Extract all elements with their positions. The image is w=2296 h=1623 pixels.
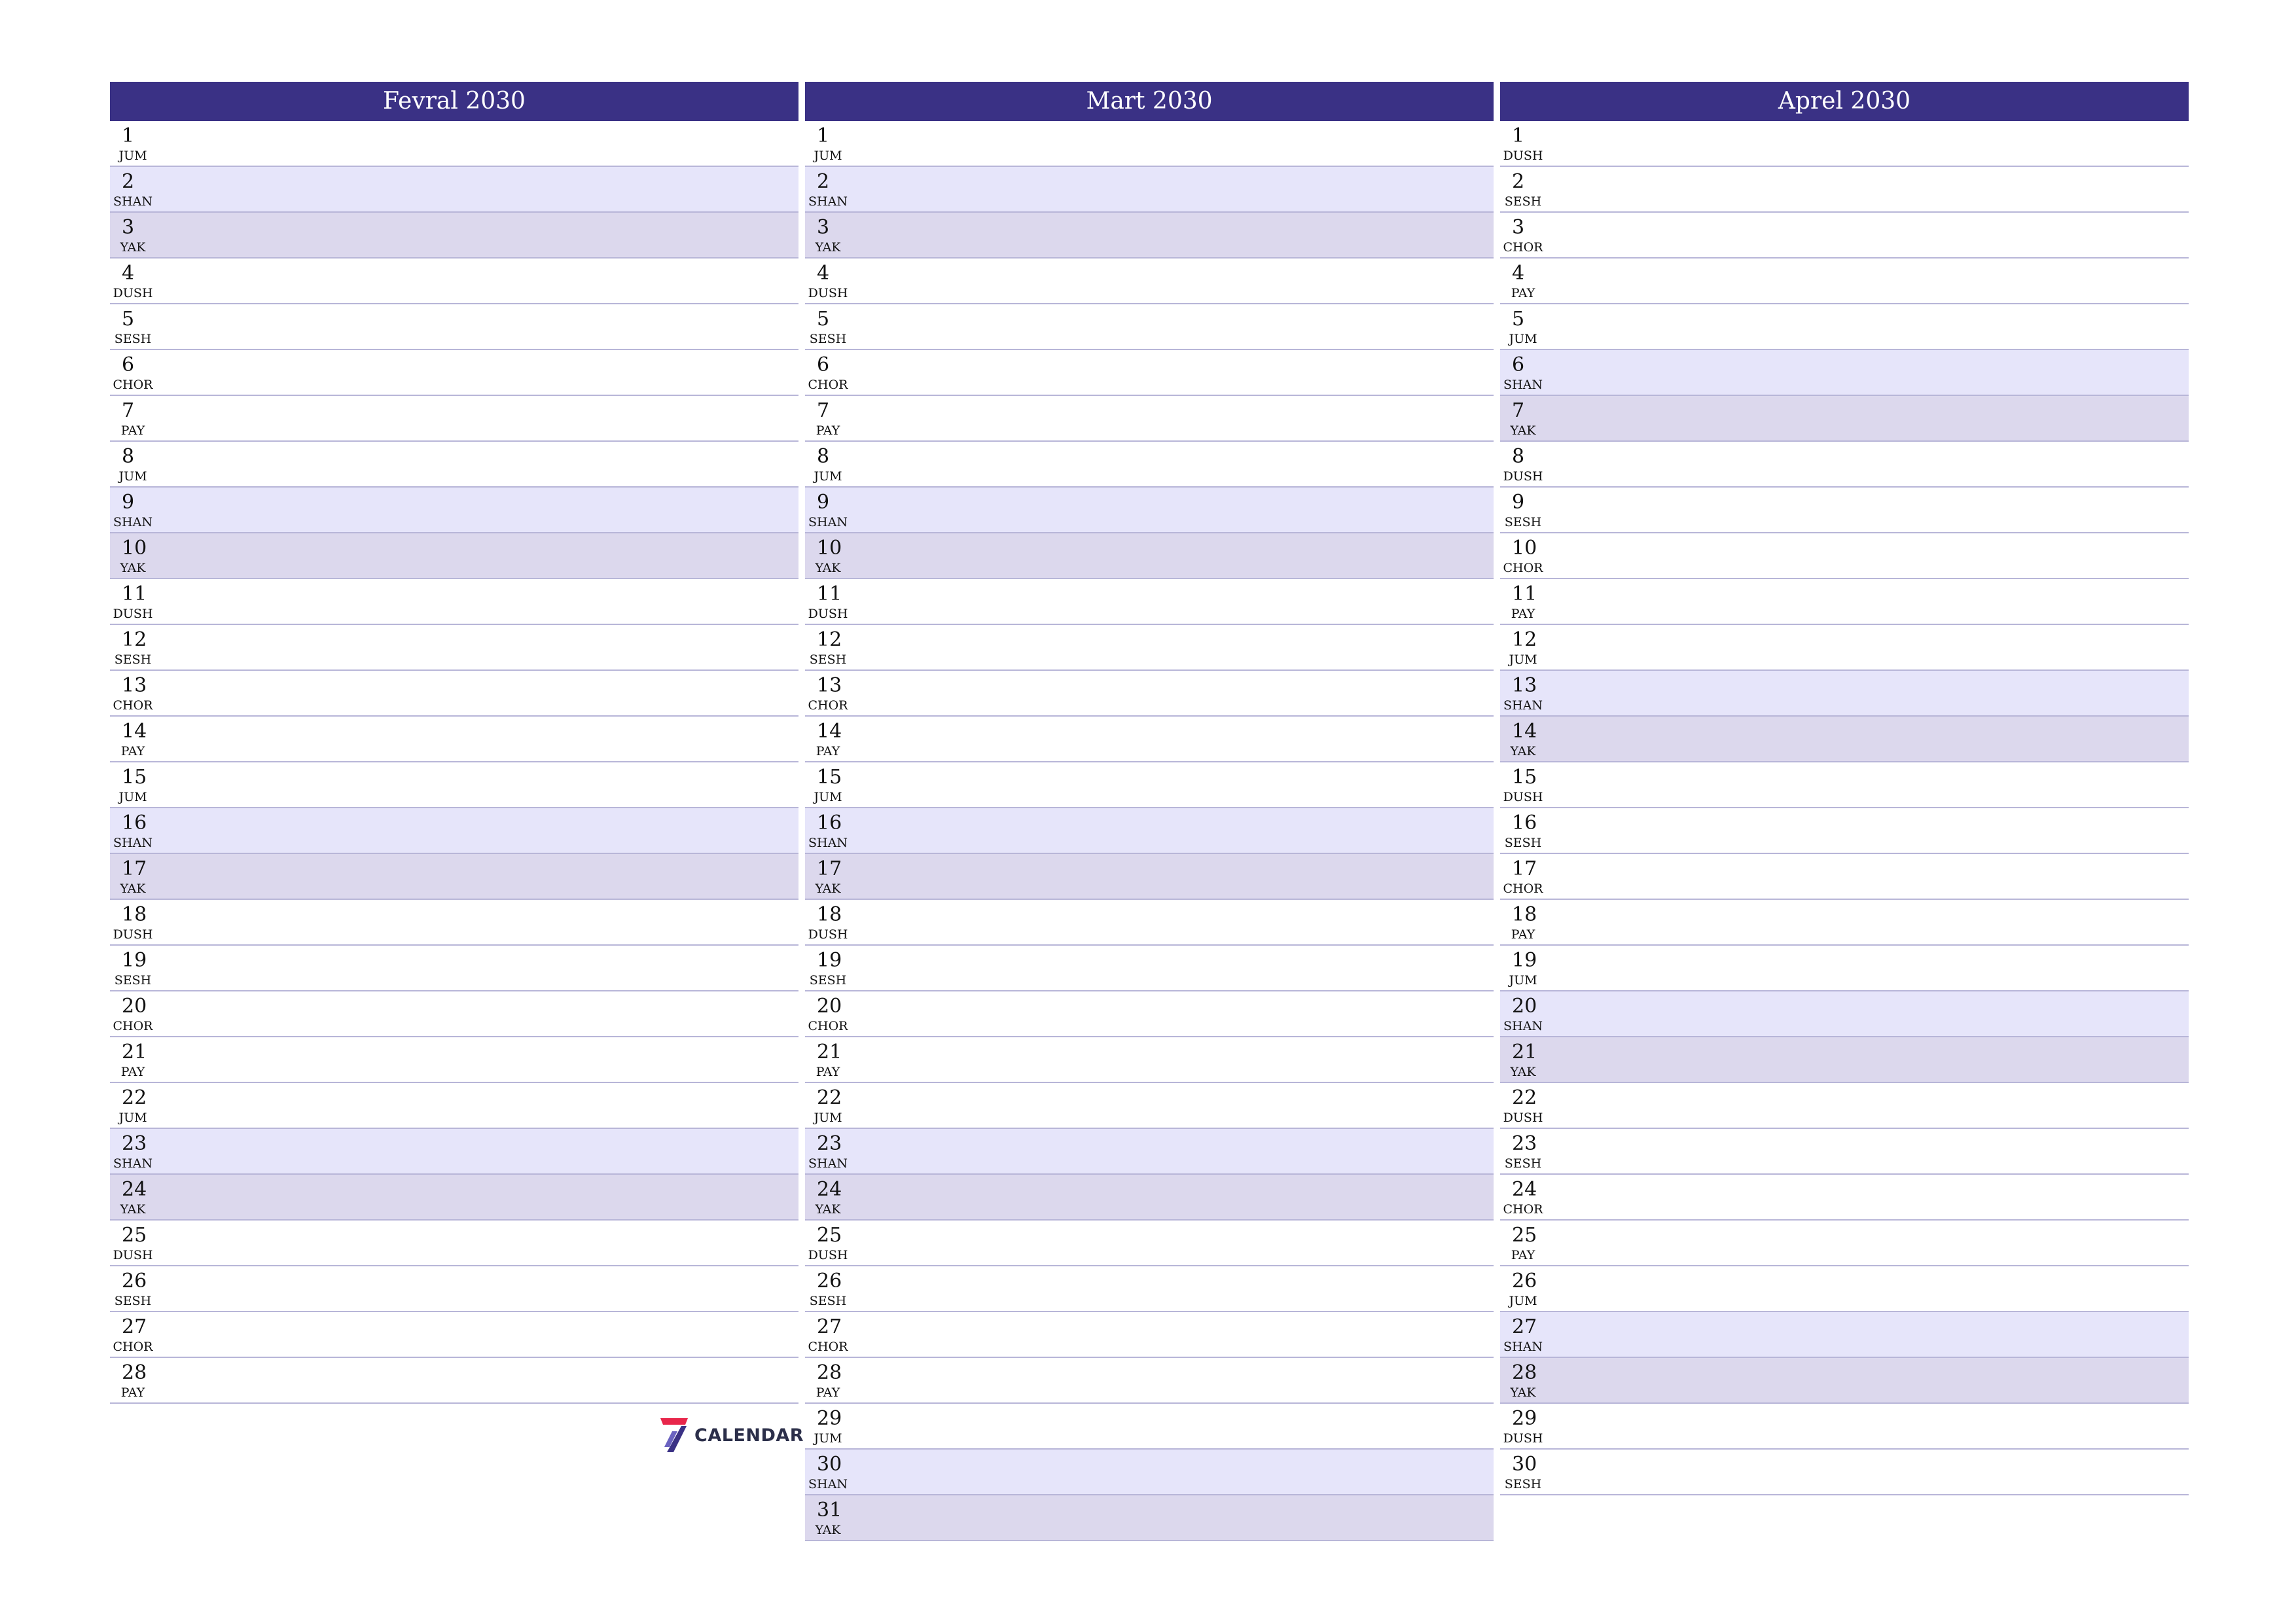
- weekday-label: SESH: [809, 652, 847, 667]
- day-row[interactable]: [110, 1358, 798, 1404]
- weekday-label: SESH: [809, 332, 847, 346]
- day-row[interactable]: [805, 1129, 1494, 1175]
- day-row[interactable]: [110, 625, 798, 671]
- day-number: 9: [817, 491, 830, 514]
- day-number: 26: [1512, 1270, 1537, 1293]
- weekday-label: SHAN: [1503, 1019, 1543, 1033]
- day-list: [1500, 121, 2189, 1495]
- weekday-label: SESH: [114, 973, 152, 988]
- weekday-label: YAK: [815, 1523, 841, 1537]
- day-number: 26: [122, 1270, 147, 1293]
- day-number: 12: [817, 628, 842, 651]
- weekday-label: JUM: [814, 1111, 842, 1125]
- weekday-label: JUM: [814, 469, 842, 484]
- day-number: 24: [122, 1178, 147, 1201]
- weekday-label: SHAN: [113, 515, 152, 529]
- day-row[interactable]: [805, 121, 1494, 167]
- weekday-label: PAY: [816, 1385, 840, 1400]
- day-row[interactable]: [110, 396, 798, 442]
- weekday-label: JUM: [1509, 332, 1537, 346]
- weekday-label: PAY: [120, 1385, 145, 1400]
- day-row[interactable]: [805, 1450, 1494, 1495]
- day-number: 5: [122, 308, 135, 330]
- day-number: 8: [122, 445, 135, 468]
- weekday-label: DUSH: [1503, 790, 1543, 804]
- day-number: 20: [1512, 995, 1537, 1018]
- weekday-label: YAK: [120, 561, 146, 575]
- day-row[interactable]: [805, 717, 1494, 762]
- day-row[interactable]: [1500, 121, 2189, 167]
- day-number: 28: [817, 1361, 842, 1384]
- day-row[interactable]: [1500, 259, 2189, 304]
- day-number: 13: [817, 674, 842, 697]
- weekday-label: SHAN: [113, 1156, 152, 1171]
- day-number: 16: [817, 812, 842, 834]
- day-number: 3: [1512, 216, 1525, 239]
- day-row[interactable]: [110, 350, 798, 396]
- day-number: 11: [122, 582, 147, 605]
- day-row[interactable]: [110, 488, 798, 533]
- day-list: [110, 121, 798, 1404]
- day-number: 29: [817, 1407, 842, 1430]
- day-row[interactable]: [110, 442, 798, 488]
- day-number: 2: [1512, 170, 1525, 193]
- day-row[interactable]: [1500, 1312, 2189, 1358]
- weekday-label: DUSH: [113, 286, 153, 300]
- day-number: 24: [1512, 1178, 1537, 1201]
- day-number: 20: [817, 995, 842, 1018]
- day-row[interactable]: [1500, 442, 2189, 488]
- day-number: 22: [817, 1086, 842, 1109]
- day-number: 19: [1512, 949, 1537, 972]
- day-row[interactable]: [1500, 991, 2189, 1037]
- day-number: 15: [1512, 766, 1537, 789]
- weekday-label: PAY: [816, 423, 840, 438]
- day-row[interactable]: [110, 533, 798, 579]
- day-number: 21: [1512, 1041, 1537, 1063]
- day-row[interactable]: [1500, 213, 2189, 259]
- month-column-february: [110, 82, 798, 1404]
- day-row[interactable]: [1500, 854, 2189, 900]
- day-row[interactable]: [1500, 304, 2189, 350]
- weekday-label: YAK: [815, 240, 841, 255]
- day-number: 13: [1512, 674, 1537, 697]
- day-number: 2: [817, 170, 830, 193]
- day-number: 16: [1512, 812, 1537, 834]
- day-row[interactable]: [110, 1037, 798, 1083]
- month-column-march: [805, 82, 1494, 1541]
- day-row[interactable]: [1500, 396, 2189, 442]
- weekday-label: DUSH: [1503, 1111, 1543, 1125]
- day-number: 6: [122, 353, 135, 376]
- weekday-label: DUSH: [1503, 1431, 1543, 1446]
- day-number: 4: [122, 262, 135, 285]
- day-row[interactable]: [1500, 1404, 2189, 1450]
- weekday-label: PAY: [120, 423, 145, 438]
- day-row[interactable]: [805, 533, 1494, 579]
- day-row[interactable]: [1500, 762, 2189, 808]
- weekday-label: JUM: [1509, 973, 1537, 988]
- weekday-label: CHOR: [113, 378, 153, 392]
- day-number: 1: [817, 124, 830, 147]
- day-number: 8: [1512, 445, 1525, 468]
- weekday-label: CHOR: [113, 1019, 153, 1033]
- weekday-label: SESH: [1504, 194, 1542, 209]
- day-row[interactable]: [110, 1312, 798, 1358]
- day-row[interactable]: [805, 671, 1494, 717]
- day-row[interactable]: [805, 991, 1494, 1037]
- weekday-label: SHAN: [808, 1477, 848, 1491]
- day-number: 23: [122, 1132, 147, 1155]
- weekday-label: YAK: [815, 561, 841, 575]
- day-row[interactable]: [1500, 1037, 2189, 1083]
- day-number: 30: [1512, 1453, 1537, 1476]
- day-row[interactable]: [110, 671, 798, 717]
- day-number: 22: [1512, 1086, 1537, 1109]
- weekday-label: DUSH: [1503, 149, 1543, 163]
- day-row[interactable]: [110, 1129, 798, 1175]
- day-number: 26: [817, 1270, 842, 1293]
- day-number: 14: [1512, 720, 1537, 743]
- day-number: 18: [817, 903, 842, 926]
- weekday-label: CHOR: [1503, 240, 1543, 255]
- day-row[interactable]: [1500, 808, 2189, 854]
- day-row[interactable]: [110, 1221, 798, 1266]
- weekday-label: CHOR: [808, 1019, 848, 1033]
- weekday-label: YAK: [815, 882, 841, 896]
- weekday-label: JUM: [814, 149, 842, 163]
- day-row[interactable]: [805, 579, 1494, 625]
- day-row[interactable]: [1500, 350, 2189, 396]
- weekday-label: JUM: [1509, 652, 1537, 667]
- day-row[interactable]: [110, 762, 798, 808]
- day-number: 12: [122, 628, 147, 651]
- day-number: 12: [1512, 628, 1537, 651]
- day-number: 21: [122, 1041, 147, 1063]
- day-row[interactable]: [805, 1266, 1494, 1312]
- day-row[interactable]: [1500, 1358, 2189, 1404]
- weekday-label: YAK: [815, 1202, 841, 1217]
- day-number: 15: [817, 766, 842, 789]
- day-row[interactable]: [110, 579, 798, 625]
- day-number: 22: [122, 1086, 147, 1109]
- day-number: 28: [1512, 1361, 1537, 1384]
- day-row[interactable]: [805, 1495, 1494, 1541]
- day-row[interactable]: [805, 946, 1494, 991]
- day-row[interactable]: [110, 1175, 798, 1221]
- month-title: Aprel 2030: [1500, 82, 2189, 121]
- day-row[interactable]: [1500, 488, 2189, 533]
- day-row[interactable]: [1500, 900, 2189, 946]
- weekday-label: CHOR: [113, 1340, 153, 1354]
- day-row[interactable]: [1500, 1175, 2189, 1221]
- day-number: 5: [817, 308, 830, 330]
- day-row[interactable]: [110, 304, 798, 350]
- day-number: 4: [1512, 262, 1525, 285]
- day-number: 11: [817, 582, 842, 605]
- weekday-label: CHOR: [1503, 1202, 1543, 1217]
- day-number: 4: [817, 262, 830, 285]
- weekday-label: SHAN: [808, 194, 848, 209]
- weekday-label: YAK: [1510, 1065, 1536, 1079]
- day-number: 7: [122, 399, 135, 422]
- weekday-label: PAY: [120, 744, 145, 758]
- weekday-label: JUM: [118, 149, 147, 163]
- weekday-label: DUSH: [113, 607, 153, 621]
- weekday-label: YAK: [1510, 423, 1536, 438]
- day-number: 7: [817, 399, 830, 422]
- weekday-label: CHOR: [1503, 561, 1543, 575]
- weekday-label: SESH: [1504, 515, 1542, 529]
- day-row[interactable]: [805, 259, 1494, 304]
- day-row[interactable]: [805, 488, 1494, 533]
- weekday-label: SESH: [1504, 836, 1542, 850]
- day-row[interactable]: [110, 854, 798, 900]
- day-row[interactable]: [1500, 717, 2189, 762]
- weekday-label: PAY: [1511, 607, 1535, 621]
- day-row[interactable]: [1500, 1266, 2189, 1312]
- day-number: 19: [817, 949, 842, 972]
- day-row[interactable]: [110, 717, 798, 762]
- weekday-label: PAY: [816, 744, 840, 758]
- day-row[interactable]: [805, 350, 1494, 396]
- day-row[interactable]: [805, 625, 1494, 671]
- day-number: 10: [1512, 537, 1537, 560]
- weekday-label: PAY: [816, 1065, 840, 1079]
- day-row[interactable]: [110, 1083, 798, 1129]
- day-number: 10: [122, 537, 147, 560]
- day-row[interactable]: [110, 991, 798, 1037]
- day-number: 30: [817, 1453, 842, 1476]
- day-row[interactable]: [1500, 1221, 2189, 1266]
- weekday-label: DUSH: [113, 927, 153, 942]
- weekday-label: PAY: [120, 1065, 145, 1079]
- weekday-label: DUSH: [808, 927, 848, 942]
- weekday-label: DUSH: [808, 286, 848, 300]
- day-row[interactable]: [805, 854, 1494, 900]
- weekday-label: YAK: [120, 1202, 146, 1217]
- day-row[interactable]: [805, 1312, 1494, 1358]
- weekday-label: YAK: [120, 882, 146, 896]
- day-number: 9: [122, 491, 135, 514]
- weekday-label: SHAN: [808, 1156, 848, 1171]
- weekday-label: PAY: [1511, 286, 1535, 300]
- weekday-label: DUSH: [808, 607, 848, 621]
- day-number: 25: [122, 1224, 147, 1247]
- day-row[interactable]: [1500, 1450, 2189, 1495]
- day-number: 18: [122, 903, 147, 926]
- day-number: 10: [817, 537, 842, 560]
- day-row[interactable]: [110, 1266, 798, 1312]
- day-number: 24: [817, 1178, 842, 1201]
- day-number: 14: [817, 720, 842, 743]
- logo-text: CALENDAR: [694, 1425, 804, 1446]
- day-row[interactable]: [805, 1358, 1494, 1404]
- day-number: 23: [1512, 1132, 1537, 1155]
- day-number: 21: [817, 1041, 842, 1063]
- day-row[interactable]: [805, 1175, 1494, 1221]
- day-number: 8: [817, 445, 830, 468]
- day-number: 11: [1512, 582, 1537, 605]
- day-row[interactable]: [805, 396, 1494, 442]
- day-row[interactable]: [110, 121, 798, 167]
- weekday-label: YAK: [120, 240, 146, 255]
- day-row[interactable]: [1500, 1129, 2189, 1175]
- day-row[interactable]: [805, 213, 1494, 259]
- day-row[interactable]: [805, 900, 1494, 946]
- day-number: 20: [122, 995, 147, 1018]
- month-title: Mart 2030: [805, 82, 1494, 121]
- day-number: 23: [817, 1132, 842, 1155]
- weekday-label: SHAN: [113, 194, 152, 209]
- day-row[interactable]: [1500, 167, 2189, 213]
- day-row[interactable]: [805, 1037, 1494, 1083]
- weekday-label: DUSH: [113, 1248, 153, 1262]
- weekday-label: YAK: [1510, 1385, 1536, 1400]
- day-row[interactable]: [110, 167, 798, 213]
- month-title: Fevral 2030: [110, 82, 798, 121]
- weekday-label: DUSH: [1503, 469, 1543, 484]
- day-number: 25: [1512, 1224, 1537, 1247]
- weekday-label: SHAN: [808, 515, 848, 529]
- weekday-label: JUM: [118, 790, 147, 804]
- day-number: 27: [1512, 1315, 1537, 1338]
- weekday-label: SHAN: [1503, 1340, 1543, 1354]
- day-number: 1: [1512, 124, 1525, 147]
- day-row[interactable]: [805, 167, 1494, 213]
- day-row[interactable]: [1500, 625, 2189, 671]
- day-row[interactable]: [805, 1404, 1494, 1450]
- day-number: 2: [122, 170, 135, 193]
- brand-logo[interactable]: [658, 1417, 804, 1454]
- weekday-label: JUM: [814, 790, 842, 804]
- weekday-label: SESH: [1504, 1156, 1542, 1171]
- weekday-label: JUM: [118, 1111, 147, 1125]
- weekday-label: CHOR: [808, 1340, 848, 1354]
- day-number: 14: [122, 720, 147, 743]
- weekday-label: CHOR: [808, 698, 848, 713]
- day-number: 18: [1512, 903, 1537, 926]
- day-row[interactable]: [805, 808, 1494, 854]
- weekday-label: SHAN: [113, 836, 152, 850]
- day-row[interactable]: [805, 762, 1494, 808]
- day-number: 17: [817, 857, 842, 880]
- weekday-label: SESH: [809, 1294, 847, 1308]
- weekday-label: SHAN: [1503, 698, 1543, 713]
- day-row[interactable]: [110, 808, 798, 854]
- day-row[interactable]: [110, 946, 798, 991]
- day-number: 19: [122, 949, 147, 972]
- weekday-label: YAK: [1510, 744, 1536, 758]
- weekday-label: JUM: [814, 1431, 842, 1446]
- weekday-label: SHAN: [1503, 378, 1543, 392]
- day-row[interactable]: [1500, 946, 2189, 991]
- day-number: 16: [122, 812, 147, 834]
- day-number: 3: [122, 216, 135, 239]
- weekday-label: CHOR: [113, 698, 153, 713]
- month-column-april: [1500, 82, 2189, 1495]
- day-row[interactable]: [1500, 671, 2189, 717]
- day-row[interactable]: [1500, 533, 2189, 579]
- day-row[interactable]: [1500, 579, 2189, 625]
- day-row[interactable]: [1500, 1083, 2189, 1129]
- weekday-label: PAY: [1511, 927, 1535, 942]
- weekday-label: DUSH: [808, 1248, 848, 1262]
- day-row[interactable]: [110, 900, 798, 946]
- weekday-label: SESH: [114, 1294, 152, 1308]
- day-number: 15: [122, 766, 147, 789]
- day-number: 6: [817, 353, 830, 376]
- weekday-label: SESH: [114, 652, 152, 667]
- day-row[interactable]: [110, 213, 798, 259]
- day-row[interactable]: [805, 442, 1494, 488]
- weekday-label: CHOR: [1503, 882, 1543, 896]
- day-number: 27: [122, 1315, 147, 1338]
- day-number: 9: [1512, 491, 1525, 514]
- day-number: 27: [817, 1315, 842, 1338]
- day-row[interactable]: [110, 259, 798, 304]
- day-number: 17: [122, 857, 147, 880]
- weekday-label: JUM: [118, 469, 147, 484]
- seven-logo-icon: [658, 1417, 691, 1454]
- day-number: 31: [817, 1499, 842, 1522]
- day-number: 25: [817, 1224, 842, 1247]
- weekday-label: CHOR: [808, 378, 848, 392]
- day-number: 3: [817, 216, 830, 239]
- day-number: 1: [122, 124, 135, 147]
- day-row[interactable]: [805, 304, 1494, 350]
- day-number: 13: [122, 674, 147, 697]
- day-list: [805, 121, 1494, 1541]
- weekday-label: JUM: [1509, 1294, 1537, 1308]
- weekday-label: SESH: [114, 332, 152, 346]
- day-number: 17: [1512, 857, 1537, 880]
- day-row[interactable]: [805, 1221, 1494, 1266]
- weekday-label: SESH: [1504, 1477, 1542, 1491]
- weekday-label: PAY: [1511, 1248, 1535, 1262]
- day-number: 5: [1512, 308, 1525, 330]
- day-number: 28: [122, 1361, 147, 1384]
- day-number: 6: [1512, 353, 1525, 376]
- day-row[interactable]: [805, 1083, 1494, 1129]
- weekday-label: SESH: [809, 973, 847, 988]
- day-number: 29: [1512, 1407, 1537, 1430]
- day-number: 7: [1512, 399, 1525, 422]
- weekday-label: SHAN: [808, 836, 848, 850]
